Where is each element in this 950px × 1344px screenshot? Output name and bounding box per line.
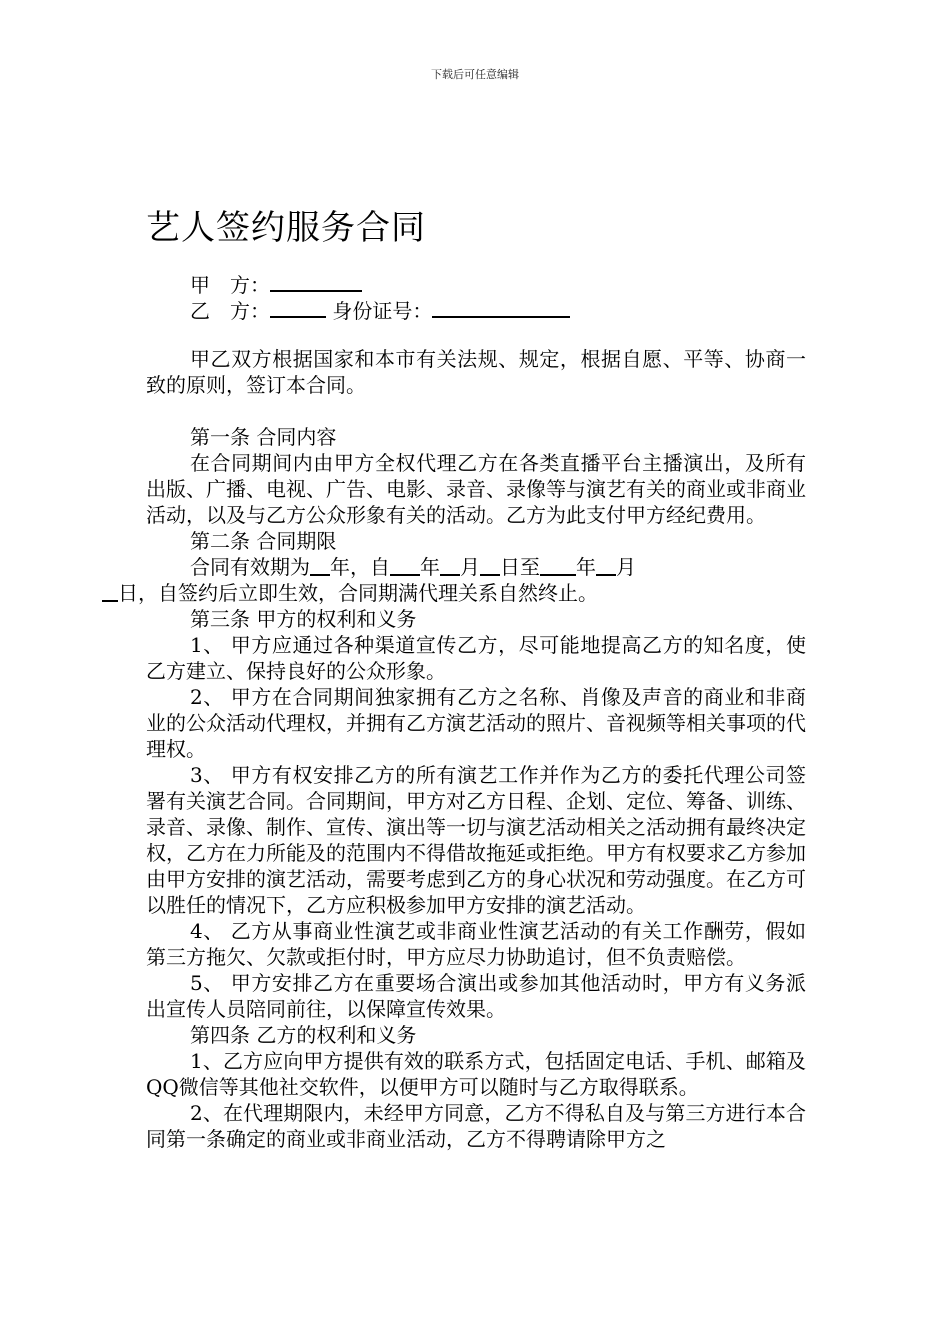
parties-block [190, 272, 570, 324]
article-4-item: 2、在代理期限内，未经甲方同意，乙方不得私自及与第三方进行本合同第一条确定的商业或非商业活动，乙方不得聘请除甲方之 [146, 1101, 806, 1151]
id-number-blank[interactable] [432, 298, 570, 318]
article-1-text: 在合同期间内由甲方全权代理乙方在各类直播平台主播演出，及所有出版、广播、电视、广告、电影、录音、录像等与演艺有关的商业或非商业活动，以及与乙方公众形象有关的活动。乙方为此支付甲方经纪费用。 [146, 451, 806, 527]
term-text-3: 年 [420, 555, 440, 579]
header-note: 下载后可任意编辑 [431, 68, 519, 81]
end-day-blank[interactable] [102, 580, 118, 602]
article-2-heading: 第二条 合同期限 [190, 529, 337, 553]
end-year-blank[interactable] [540, 554, 576, 576]
intro-section [146, 346, 806, 398]
start-month-blank[interactable] [440, 554, 460, 576]
contract-body [118, 424, 806, 1152]
term-text-8: 日，自签约后立即生效，合同期满代理关系自然终止。 [118, 581, 598, 605]
term-text-1: 合同有效期为 [190, 555, 310, 579]
intro-paragraph: 甲乙双方根据国家和本市有关法规、规定，根据自愿、平等、协商一致的原则，签订本合同。 [146, 347, 806, 397]
term-text-7: 月 [616, 555, 636, 579]
document-title: 艺人签约服务合同 [146, 208, 426, 248]
article-3-item: 2、 甲方在合同期间独家拥有乙方之名称、肖像及声音的商业和非商业的公众活动代理权，并拥有乙方演艺活动的照片、音视频等相关事项的代理权。 [146, 685, 806, 761]
article-3-item: 5、 甲方安排乙方在重要场合演出或参加其他活动时，甲方有义务派出宣传人员陪同前往，以保障宣传效果。 [146, 971, 806, 1021]
article-4-heading: 第四条 乙方的权利和义务 [190, 1023, 417, 1047]
party-b-blank[interactable] [270, 298, 326, 318]
start-day-blank[interactable] [480, 554, 500, 576]
party-b-label: 乙 方： [190, 299, 270, 323]
party-a-blank[interactable] [270, 272, 362, 292]
party-a-row [190, 272, 570, 298]
id-number-label: 身份证号： [332, 299, 433, 323]
party-a-label: 甲 方： [190, 273, 270, 297]
article-3-item: 4、 乙方从事商业性演艺或非商业性演艺活动的有关工作酬劳，假如第三方拖欠、欠款或拒付时，甲方应尽力协助追讨，但不负责赔偿。 [146, 919, 806, 969]
term-text-5: 日至 [500, 555, 540, 579]
term-text-6: 年 [576, 555, 596, 579]
party-b-row [190, 298, 570, 324]
term-text-4: 月 [460, 555, 480, 579]
end-month-blank[interactable] [596, 554, 616, 576]
article-3-item: 3、 甲方有权安排乙方的所有演艺工作并作为乙方的委托代理公司签署有关演艺合同。合同期间，甲方对乙方日程、企划、定位、筹备、训练、录音、录像、制作、宣传、演出等一切与演艺活动相关之活动拥有最终决定权，乙方在力所能及的范围内不得借故拖延或拒绝。甲方有权要求乙方参加由甲方安排的演艺活动，需要考虑到乙方的身心状况和劳动强度。在乙方可以胜任的情况下，乙方应积极参加甲方安排的演艺活动。 [146, 763, 806, 917]
term-text-2: 年，自 [330, 555, 390, 579]
start-year-blank[interactable] [390, 554, 420, 576]
article-3-heading: 第三条 甲方的权利和义务 [190, 607, 417, 631]
article-1-heading: 第一条 合同内容 [190, 425, 337, 449]
article-3-item: 1、 甲方应通过各种渠道宣传乙方，尽可能地提高乙方的知名度，使乙方建立、保持良好的公众形象。 [146, 633, 806, 683]
article-2-text [118, 554, 806, 606]
term-years-blank[interactable] [310, 554, 330, 576]
article-4-item: 1、乙方应向甲方提供有效的联系方式，包括固定电话、手机、邮箱及QQ微信等其他社交软件，以便甲方可以随时与乙方取得联系。 [146, 1049, 806, 1099]
